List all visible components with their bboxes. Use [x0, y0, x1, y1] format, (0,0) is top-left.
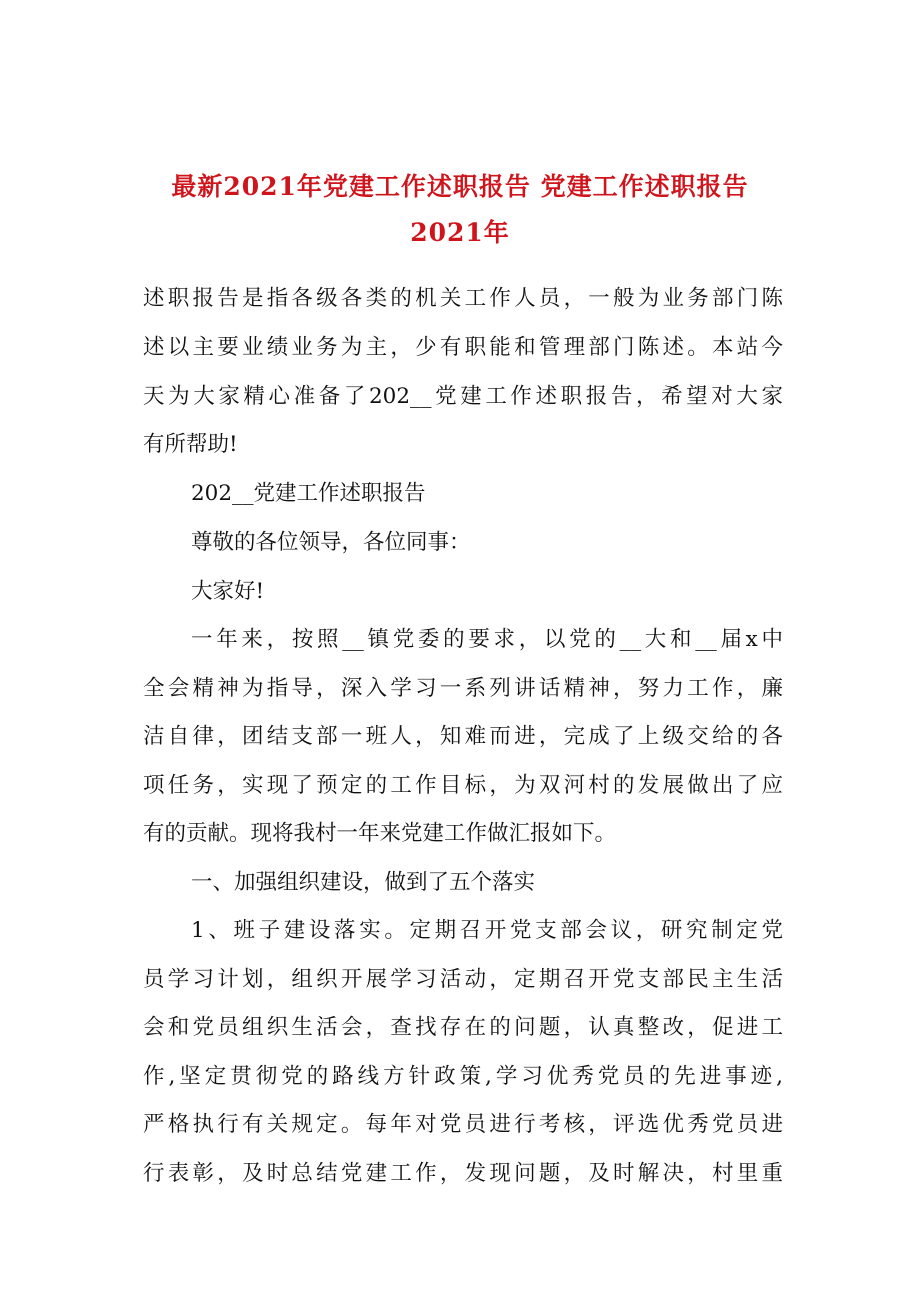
para2-line-1: 1、班子建设落实。定期召开党支部会议，研究制定党: [191, 918, 783, 943]
para2-line-4: 作,坚定贯彻党的路线方针政策,学习优秀党员的先进事迹,: [143, 1064, 783, 1089]
intro-line-2: 述以主要业绩业务为主，少有职能和管理部门陈述。本站今: [143, 335, 783, 360]
intro-line-3: 天为大家精心准备了202__党建工作述职报告，希望对大家: [143, 384, 783, 409]
para1-line-4: 项任务，实现了预定的工作目标，为双河村的发展做出了应: [143, 773, 783, 798]
document-title-line-2: 2021年: [410, 218, 510, 247]
para2-line-3: 会和党员组织生活会，查找存在的问题，认真整改，促进工: [143, 1015, 783, 1040]
para1-line-1: 一年来，按照__镇党委的要求，以党的__大和__届x中: [191, 627, 783, 652]
greeting: 大家好!: [191, 579, 265, 604]
para2-line-2: 员学习计划，组织开展学习活动，定期召开党支部民主生活: [143, 967, 783, 992]
para2-line-6: 行表彰，及时总结党建工作，发现问题，及时解决，村里重: [143, 1161, 783, 1186]
report-title: 202__党建工作述职报告: [191, 481, 426, 506]
salutation: 尊敬的各位领导，各位同事：: [191, 530, 471, 555]
para1-line-3: 洁自律，团结支部一班人，知难而进，完成了上级交给的各: [143, 724, 783, 749]
intro-line-1: 述职报告是指各级各类的机关工作人员，一般为业务部门陈: [143, 286, 783, 311]
para1-line-5: 有的贡献。现将我村一年来党建工作做汇报如下。: [143, 821, 617, 846]
document-title-line-1: 最新2021年党建工作述职报告 党建工作述职报告: [171, 172, 749, 201]
section1-heading: 一、加强组织建设，做到了五个落实: [191, 870, 536, 895]
para1-line-2: 全会精神为指导，深入学习一系列讲话精神，努力工作，廉: [143, 676, 783, 701]
intro-line-4: 有所帮助!: [143, 432, 238, 457]
para2-line-5: 严格执行有关规定。每年对党员进行考核，评选优秀党员进: [143, 1112, 783, 1137]
